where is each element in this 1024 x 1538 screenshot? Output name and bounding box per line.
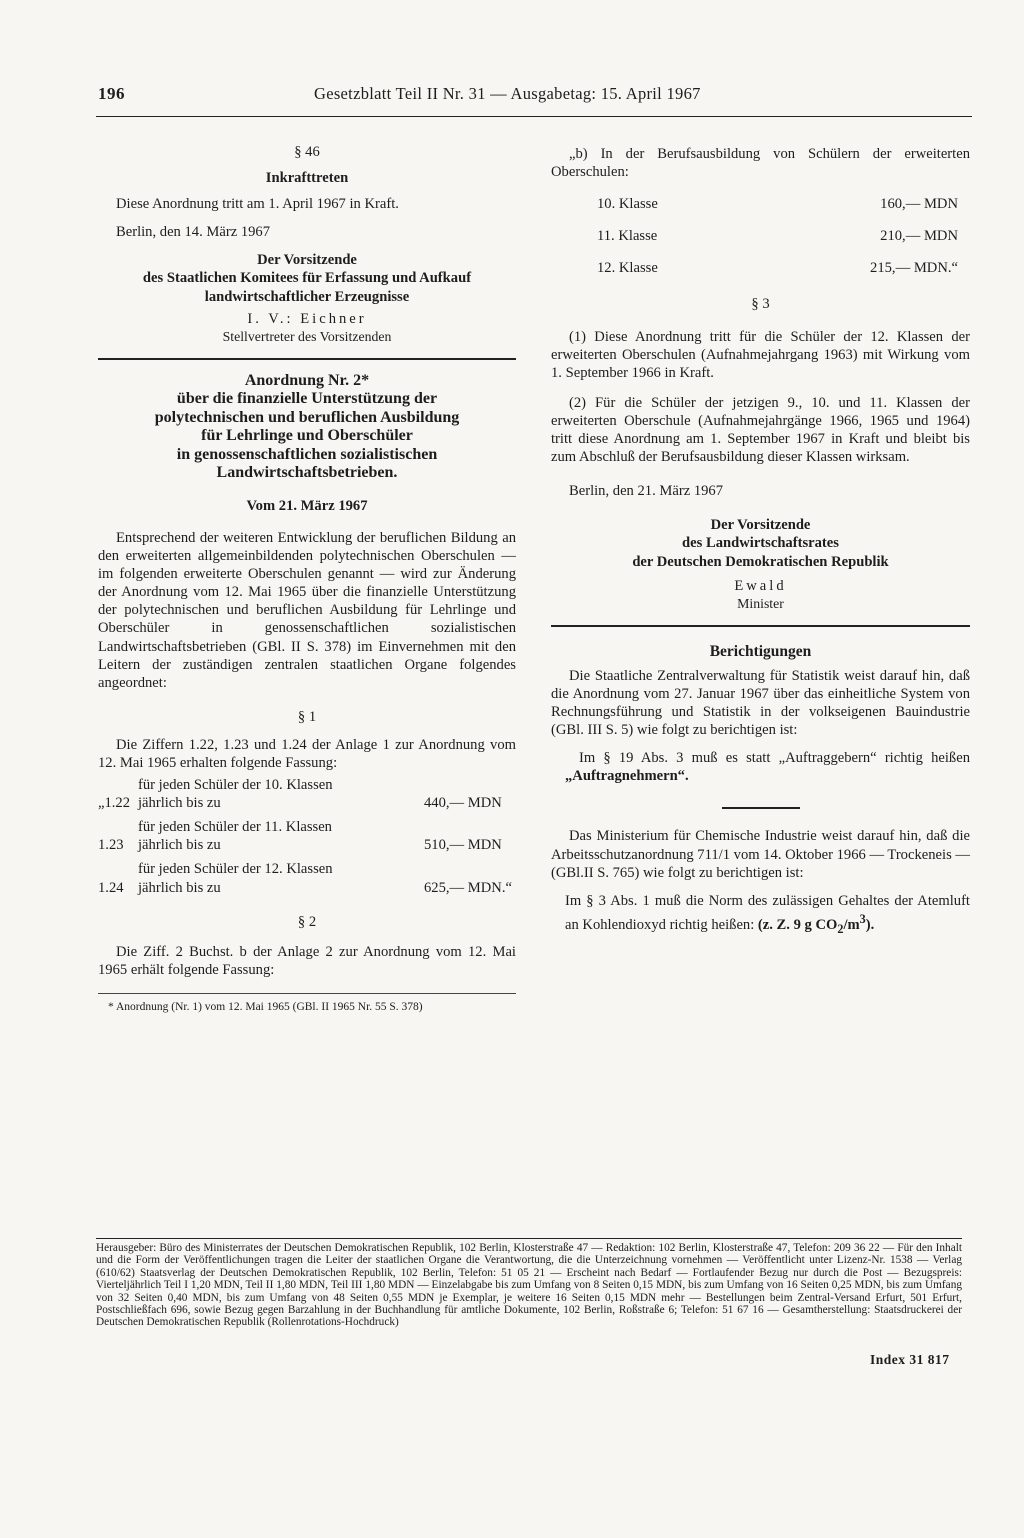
correction-2-text: Das Ministerium für Chemische Industrie weist darauf hin, daß die Arbeitsschutzanordnung 711/1 vom 14. Oktober 1966 — Trockeneis — (GBl.II S. 765) wie folgt zu berichtigen ist: — [551, 828, 970, 881]
section-divider — [551, 625, 970, 627]
item-amount: 625,— MDN.“ — [424, 879, 512, 896]
left-column — [98, 143, 516, 1014]
decree-title-line: über die finanzielle Unterstützung der — [176, 390, 438, 408]
item-text: für jeden Schüler der 10. Klassen — [138, 777, 333, 794]
signer-line: landwirtschaftlicher Erzeugnisse — [204, 288, 410, 305]
signer-line: der Deutschen Demokratischen Republik — [632, 553, 889, 570]
class-label: 11. Klasse — [597, 228, 658, 245]
signer-role: Stellvertreter des Vorsitzenden — [222, 328, 392, 344]
class-label: 10. Klasse — [597, 196, 658, 213]
section-2-text: Die Ziff. 2 Buchst. b der Anlage 2 zur Anordnung vom 12. Mai 1965 erhält folgende Fassung: — [98, 943, 516, 978]
place-date: Berlin, den 14. März 1967 — [116, 224, 271, 241]
section-3-heading: § 3 — [751, 296, 770, 313]
item-text: für jeden Schüler der 11. Klassen — [138, 819, 332, 836]
correction-1-fix — [551, 749, 970, 785]
page-number: 196 — [98, 84, 125, 103]
formula-part: (z. Z. 9 g CO — [757, 916, 838, 933]
item-number: „1.22 — [98, 795, 131, 812]
decree-title-line: in genossenschaftlichen sozialistischen — [176, 445, 438, 463]
signer-name: Ewald — [734, 577, 787, 594]
section-46-heading: § 46 — [294, 144, 320, 160]
footnote: * Anordnung (Nr. 1) vom 12. Mai 1965 (GBl. II 1965 Nr. 55 S. 378) — [108, 1000, 423, 1013]
list-item — [98, 776, 516, 812]
correction-2-fix-text: Im § 3 Abs. 1 muß die Norm des zulässigen Gehaltes der Atemluft an Kohlendioxyd richtig heißen: — [565, 892, 970, 933]
section-1-text: Die Ziffern 1.22, 1.23 und 1.24 der Anlage 1 zur Anordnung vom 12. Mai 1965 erhalten folgende Fassung: — [98, 736, 516, 771]
preamble: Entsprechend der weiteren Entwicklung der beruflichen Bildung an den erweiterten allgemeinbildenden polytechnischen Oberschulen — im folgenden erweiterte Oberschulen genannt — wird zur Änderung der Anordnung vom 12. Mai 1965 über die finanzielle Unterstützung der polytechnischen und beruflichen Ausbildung für Lehrlinge und Oberschüler in genossenschaftlichen sozialistischen Landwirtschaftsbetrieben (GBl. II S. 378) im Einvernehmen mit den Leitern der zuständigen zentralen staatlichen Organe folgendes angeordnet: — [98, 529, 516, 691]
item-number: 1.24 — [98, 879, 124, 896]
decree-title-line: für Lehrlinge und Oberschüler — [201, 427, 413, 445]
item-amount: 510,— MDN — [424, 837, 502, 854]
right-column — [551, 145, 970, 938]
section-46-title: Inkrafttreten — [265, 170, 349, 187]
class-label: 12. Klasse — [597, 260, 658, 277]
item-text: jährlich bis zu — [138, 879, 221, 896]
signer-name: I. V.: Eichner — [247, 310, 367, 327]
list-item — [98, 860, 516, 896]
item-text: jährlich bis zu — [138, 837, 221, 854]
running-head: Gesetzblatt Teil II Nr. 31 — Ausgabetag: 15. April 1967 — [314, 84, 701, 103]
imprint-rule — [96, 1238, 962, 1239]
index-number: Index 31 817 — [870, 1352, 950, 1367]
decree-title-line: Landwirtschaftsbetrieben. — [216, 464, 398, 482]
table-row — [551, 227, 970, 245]
signer-line: Der Vorsitzende — [710, 517, 811, 534]
item-text: für jeden Schüler der 12. Klassen — [138, 861, 333, 878]
signer-line: des Landwirtschaftsrates — [682, 535, 839, 552]
item-number: 1.23 — [98, 837, 124, 854]
amount-list — [98, 776, 516, 897]
table-row — [551, 195, 970, 213]
section-3-paragraph-1: (1) Diese Anordnung tritt für die Schüler der 12. Klassen der erweiterten Oberschulen (Aufnahmejahrgang 1963) mit Wirkung vom 1. September 1966 in Kraft. — [551, 328, 970, 381]
footnote-rule — [98, 993, 516, 994]
place-date: Berlin, den 21. März 1967 — [569, 483, 724, 500]
section-1-heading: § 1 — [297, 708, 317, 725]
signature-block — [551, 516, 970, 570]
header-rule — [96, 116, 972, 117]
decree-title-line: polytechnischen und beruflichen Ausbildung — [154, 408, 460, 426]
section-3-paragraph-2: (2) Für die Schüler der jetzigen 9., 10. und 11. Klassen der erweiterten Oberschule (Aufnahmejahrgänge 1966, 1965 und 1964) tritt diese Anordnung am 1. September 1967 in Kraft und bleibt bis zum Abschluß der Berufsausbildung dieser Klassen wirksam. — [551, 394, 970, 466]
formula-subscript: 2 — [837, 921, 844, 936]
signature-block — [98, 251, 516, 305]
formula-part: ). — [865, 916, 875, 933]
decree-title — [98, 372, 516, 483]
list-item — [98, 818, 516, 854]
correction-2-fix — [551, 892, 970, 938]
correction-1-text: Die Staatliche Zentralverwaltung für Statistik weist darauf hin, daß die Anordnung vom 27. Januar 1967 über das einheitliche System von Rechnungsführung und Statistik in der volkseigenen Bauindustrie (GBl. III S. 5) wie folgt zu berichtigen ist: — [551, 667, 970, 739]
formula-superscript: 3 — [859, 911, 866, 926]
table-row — [551, 259, 970, 277]
signer-line: Der Vorsitzende — [257, 252, 357, 269]
class-table — [551, 195, 970, 277]
corrections-heading: Berichtigungen — [709, 642, 812, 660]
correction-2-fix-term — [757, 911, 875, 936]
section-divider — [98, 358, 516, 360]
item-amount: 440,— MDN — [424, 795, 502, 812]
section-46-text: Diese Anordnung tritt am 1. April 1967 in Kraft. — [116, 196, 399, 213]
formula-part: /m — [843, 916, 860, 933]
signer-role: Minister — [737, 595, 784, 611]
section-2-heading: § 2 — [297, 913, 317, 930]
short-divider — [722, 807, 800, 809]
item-text: jährlich bis zu — [138, 795, 221, 812]
correction-1-fix-term: „Auftragnehmern“. — [565, 768, 689, 785]
class-amount: 215,— MDN.“ — [870, 260, 958, 277]
imprint: Herausgeber: Büro des Ministerrates der Deutschen Demokratischen Republik, 102 Berlin, Klosterstraße 47 — Redaktion: 102 Berlin, Klosterstraße 47, Telefon: 209 36 22 — Für den Inhalt und die Form der Veröffentlichungen tragen die Leiter der staatlichen Organe die Verantwortung, die die Unterzeichnung vornehmen — Veröffentlicht unter Lizenz-Nr. 1538 — Verlag (610/62) Staatsverlag der Deutschen Demokratischen Republik, 102 Berlin, Telefon: 51 05 21 — Erscheint nach Bedarf — Fortlaufender Bezug nur durch die Post — Bezugspreis: Vierteljährlich Teil I 1,20 MDN, Teil II 1,80 MDN, Teil III 1,80 MDN — Einzelabgabe bis zum Umfang von 8 Seiten 0,15 MDN, bis zum Umfang von 16 Seiten 0,25 MDN, bis zum Umfang von 32 Seiten 0,40 MDN, bis zum Umfang von 48 Seiten 0,55 MDN je Exemplar, je weitere 16 Seiten 0,15 MDN mehr — Bestellungen beim Zentral-Versand Erfurt, 501 Erfurt, Postschließfach 696, sowie Bezug gegen Barzahlung in der Buchhandlung für amtliche Dokumente, 102 Berlin, Roßstraße 6; Telefon: 51 67 16 — Gesamtherstellung: Staatsdruckerei der Deutschen Demokratischen Republik (Rollenrotations-Hochdruck) — [96, 1242, 962, 1329]
letter-b-intro: „b) In der Berufsausbildung von Schülern der erweiterten Oberschulen: — [551, 146, 970, 181]
correction-1-fix-text: Im § 19 Abs. 3 muß es statt „Auftraggebern“ richtig heißen — [579, 750, 970, 767]
class-amount: 160,— MDN — [880, 196, 958, 213]
decree-title-line: Anordnung Nr. 2* — [244, 371, 370, 389]
decree-date: Vom 21. März 1967 — [246, 497, 368, 514]
class-amount: 210,— MDN — [880, 228, 958, 245]
signer-line: des Staatlichen Komitees für Erfassung und Aufkauf — [142, 270, 472, 287]
